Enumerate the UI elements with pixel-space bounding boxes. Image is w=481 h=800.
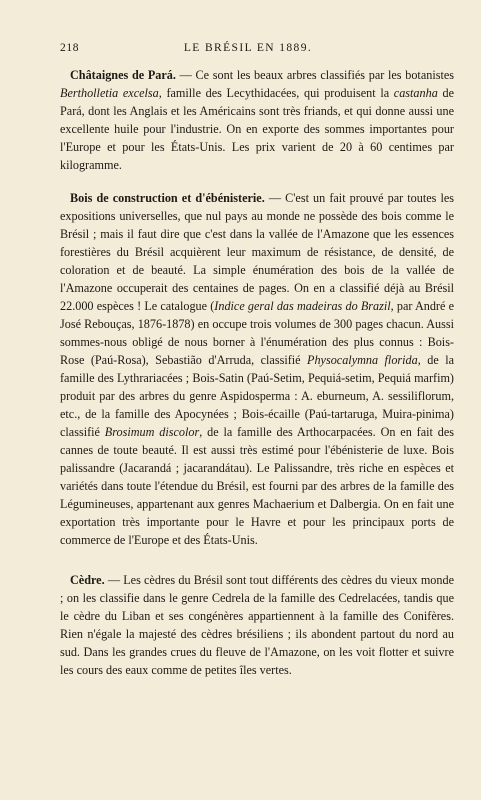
paragraph-text: de Pará, dont les Anglais et les Américains sont très friands, et qui donne aussi une excellente huile pour l'industrie. On en exporte des sommes importantes pour l'Europe et pour les États-Unis. Les prix varient de 20 à 60 centimes par kilogramme. [60,86,454,172]
paragraph-text: , par André e José Rebouças, 1876-1878) en occupe trois volumes de 300 pages chacun. Aussi sommes-nous obligé de nous borner à l'énumération des plus connus : Bois-Rose (Paú-Rosa), Sebastião d'Arruda, classifié [60,299,454,367]
page-body [60,66,454,679]
running-title: LE BRÉSIL EN 1889. [183,42,313,54]
paragraph-heading: Châtaignes de Pará. [70,68,176,82]
paragraph-heading: Cèdre. [70,573,105,587]
paragraph-heading: Bois de construction et d'ébénisterie. [70,191,265,205]
paragraph-cedre [60,571,454,679]
paragraph-text: — C'est un fait prouvé par toutes les expositions universelles, que nul pays au monde ne possède des bois comme le Brésil ; mais il faut dire que c'est dans la vallée de l'Amazone que les essences forestières du Brésil acquièrent leur maximum de résistance, de densité, de coloration et de beauté. La simple énumération des bois de la vallée de l'Amazone occuperait des centaines de pages. On en a classifié déjà au Brésil 22.000 espèces ! Le catalogue ( [60,191,454,313]
catalogue-title: Indice geral das madeiras do Brazil [214,299,391,313]
paragraph-bois [60,189,454,549]
paragraph-text: , famille des Lecythidacées, qui produisent la [158,86,394,100]
species-name: Physocalymna florida [307,353,418,367]
running-header [60,42,436,58]
paragraph-text: , de la famille des Arthocarpacées. On en fait des cannes de toute beauté. Il est aussi très estimé pour l'ébénisterie de luxe. Bois palissandre (Jacarandá ; jacarandátau). Le Palissandre, très riche en espèces et variétés dans toute l'étendue du Brésil, est fourni par des arbres de la famille des Légumineuses, appartenant aux genres Machaerium et Dalbergia. On en fait une exportation très importante pour le Havre et pour les principaux ports de commerce de l'Europe et des États-Unis. [60,425,454,547]
page-number: 218 [60,42,80,54]
paragraph-text: , de la famille des Lythrariacées ; Bois-Satin (Paú-Setim, Pequiá-setim, Pequiá marfim) produit par des arbres du genre Aspidosperma : A. eburneum, A. sessiliflorum, etc., de la famille des Apocynées ; Bois-écaille (Paú-tartaruga, Muira-pinima) classifié [60,353,454,439]
paragraph-chataignes [60,66,454,174]
paragraph-text: — Ce sont les beaux arbres classifiés par les botanistes [175,68,454,82]
paragraph-text: — Les cèdres du Brésil sont tout différents des cèdres du vieux monde ; on les classifie dans le genre Cedrela de la famille des Cedrelacées, tandis que le cèdre du Liban et ses congénères appartiennent à la famille des Conifères. Rien n'égale la majesté des cèdres brésiliens ; ils abondent partout du nord au sud. Dans les grandes crues du fleuve de l'Amazone, on les voit flotter et suivre les cours des eaux comme de petites îles vertes. [60,573,454,677]
species-name: Bertholletia excelsa [60,86,159,100]
local-name: castanha [393,86,438,100]
species-name: Brosimum discolor [104,425,200,439]
